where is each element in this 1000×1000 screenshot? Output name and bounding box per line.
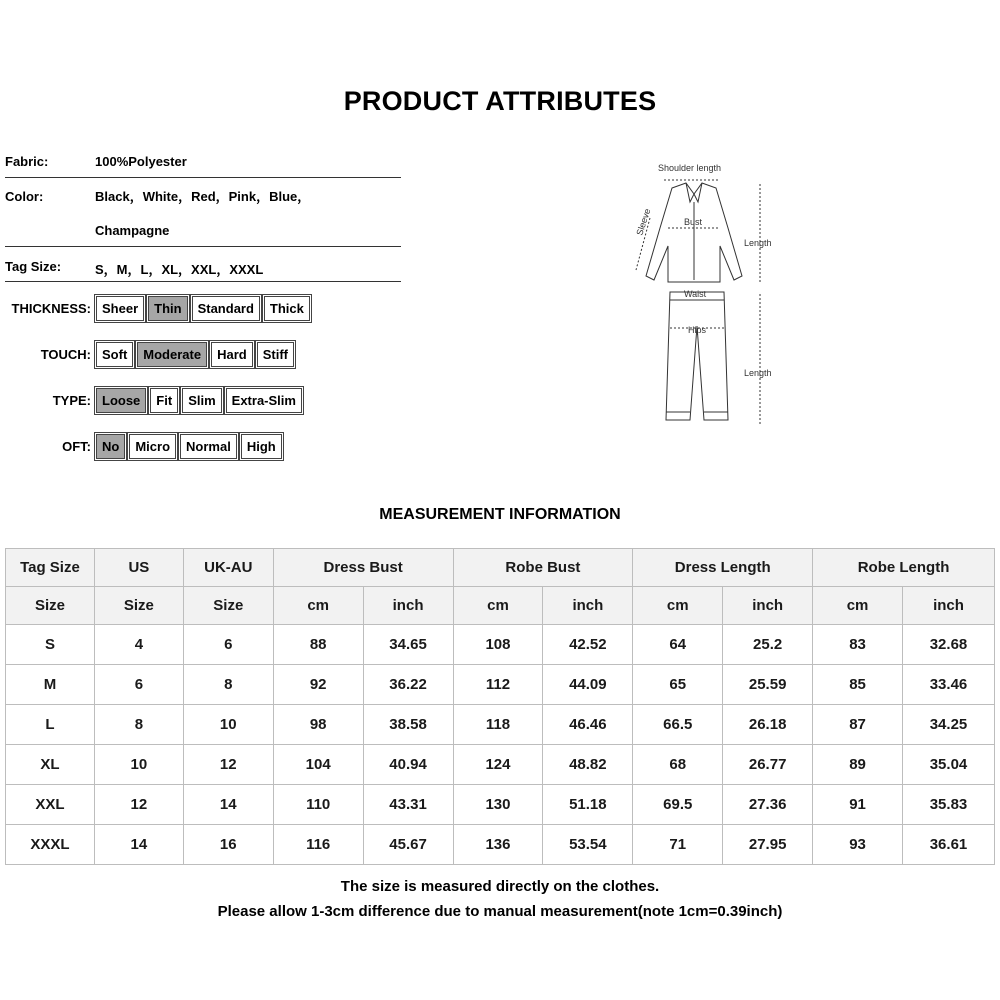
oft-chip: High [241,434,282,459]
table-cell: XXL [6,785,95,825]
table-cell: 36.22 [363,665,453,705]
fabric-row [5,143,401,178]
type-chip: Fit [150,388,178,413]
touch-chip: Hard [211,342,253,367]
measurement-title: MEASUREMENT INFORMATION [379,506,621,523]
table-cell: L [6,705,95,745]
table-cell: 26.18 [723,705,813,745]
table-cell: 68 [633,745,723,785]
table-cell: 14 [183,785,273,825]
subheader-cell: inch [723,587,813,625]
touch-chip: Soft [96,342,133,367]
table-cell: 38.58 [363,705,453,745]
table-cell: 46.46 [543,705,633,745]
table-cell: 12 [183,745,273,785]
thickness-row [5,296,314,321]
table-cell: 34.25 [903,705,995,745]
table-row [6,745,995,785]
table-cell: 8 [183,665,273,705]
subheader-cell: cm [453,587,543,625]
subheader-cell: cm [273,587,363,625]
table-cell: 116 [273,825,363,865]
thickness-chip: Sheer [96,296,144,321]
thickness-chip: Standard [192,296,260,321]
color-value [95,180,401,246]
table-cell: 35.83 [903,785,995,825]
color-label: Color: [5,189,44,204]
sleeve-text: Sleeve [634,207,653,237]
table-row [6,785,995,825]
size-chart-table [5,548,995,865]
table-cell: 118 [453,705,543,745]
hips-text: Hips [688,325,707,335]
table-cell: 130 [453,785,543,825]
notes [0,874,1000,924]
note-line-1: The size is measured directly on the clothes. [340,878,660,895]
table-cell: 27.36 [723,785,813,825]
table-cell: 98 [273,705,363,745]
tag-size-value: S，M，L，XL，XXL，XXXL [95,262,264,277]
table-cell: 10 [94,745,183,785]
table-cell: 33.46 [903,665,995,705]
table-cell: 53.54 [543,825,633,865]
bust-text: Bust [684,217,703,227]
pants-outline [666,292,728,420]
table-cell: 110 [273,785,363,825]
touch-chip: Stiff [257,342,294,367]
color-row [5,178,401,247]
touch-row [5,342,298,367]
table-cell: 27.95 [723,825,813,865]
table-cell: 12 [94,785,183,825]
table-cell: 124 [453,745,543,785]
table-cell: 48.82 [543,745,633,785]
table-cell: 26.77 [723,745,813,785]
table-row [6,825,995,865]
table-cell: 16 [183,825,273,865]
table-cell: 42.52 [543,625,633,665]
table-cell: 91 [813,785,903,825]
page-title: PRODUCT ATTRIBUTES [343,86,657,116]
table-cell: 10 [183,705,273,745]
color-value-line2: Champagne [95,223,170,238]
table-cell: 71 [633,825,723,865]
table-cell: 6 [183,625,273,665]
table-cell: 83 [813,625,903,665]
type-chip: Extra-Slim [226,388,302,413]
oft-row [5,434,286,459]
touch-chip: Moderate [137,342,207,367]
table-cell: XL [6,745,95,785]
table-cell: 43.31 [363,785,453,825]
subheader-cell: inch [363,587,453,625]
type-label: TYPE: [52,393,91,408]
top-length-text: Length [744,238,772,248]
oft-chip: No [96,434,125,459]
oft-label: OFT: [62,439,91,454]
subheader-cell: inch [543,587,633,625]
table-cell: 93 [813,825,903,865]
table-header-row [6,549,995,587]
table-cell: 25.2 [723,625,813,665]
pants-length-text: Length [744,368,772,378]
subheader-cell: cm [633,587,723,625]
table-cell: 64 [633,625,723,665]
table-row [6,625,995,665]
tag-size-row [5,247,401,282]
thickness-label: THICKNESS: [11,301,91,316]
thickness-chip: Thick [264,296,310,321]
subheader-cell: Size [183,587,273,625]
table-cell: 104 [273,745,363,785]
header-cell: Robe Bust [453,549,633,587]
table-cell: 44.09 [543,665,633,705]
garment-diagram [620,158,790,433]
waist-text: Waist [684,289,707,299]
table-cell: 66.5 [633,705,723,745]
table-cell: 35.04 [903,745,995,785]
header-cell: UK-AU [183,549,273,587]
table-cell: XXXL [6,825,95,865]
table-cell: 6 [94,665,183,705]
table-cell: 14 [94,825,183,865]
table-cell: 32.68 [903,625,995,665]
fabric-label: Fabric: [5,154,49,169]
note-line-2: Please allow 1-3cm difference due to manual measurement(note 1cm=0.39inch) [217,903,783,920]
table-cell: 45.67 [363,825,453,865]
oft-chip: Micro [129,434,176,459]
table-cell: 34.65 [363,625,453,665]
thickness-chip: Thin [148,296,187,321]
table-cell: 4 [94,625,183,665]
type-chip: Slim [182,388,221,413]
table-cell: 112 [453,665,543,705]
table-row [6,665,995,705]
header-cell: Dress Length [633,549,813,587]
table-cell: 87 [813,705,903,745]
table-cell: M [6,665,95,705]
table-subheader-row [6,587,995,625]
table-cell: S [6,625,95,665]
header-cell: Dress Bust [273,549,453,587]
table-cell: 108 [453,625,543,665]
table-cell: 65 [633,665,723,705]
fabric-value: 100%Polyester [95,154,187,169]
table-body [6,625,995,865]
header-cell: Tag Size [6,549,95,587]
table-row [6,705,995,745]
table-cell: 51.18 [543,785,633,825]
header-cell: US [94,549,183,587]
header-cell: Robe Length [813,549,995,587]
table-cell: 40.94 [363,745,453,785]
table-cell: 69.5 [633,785,723,825]
subheader-cell: Size [6,587,95,625]
table-cell: 88 [273,625,363,665]
subheader-cell: inch [903,587,995,625]
table-cell: 89 [813,745,903,785]
type-chip: Loose [96,388,146,413]
table-cell: 136 [453,825,543,865]
table-cell: 85 [813,665,903,705]
shoulder-length-text: Shoulder length [658,163,722,173]
color-value-line1: Black，White，Red，Pink，Blue， [95,189,311,204]
type-row [5,388,306,413]
oft-chip: Normal [180,434,237,459]
subheader-cell: cm [813,587,903,625]
subheader-cell: Size [94,587,183,625]
table-cell: 36.61 [903,825,995,865]
touch-label: TOUCH: [40,347,91,362]
table-cell: 92 [273,665,363,705]
table-cell: 8 [94,705,183,745]
attribute-list [5,143,401,282]
tag-size-label: Tag Size: [5,259,62,274]
table-cell: 25.59 [723,665,813,705]
